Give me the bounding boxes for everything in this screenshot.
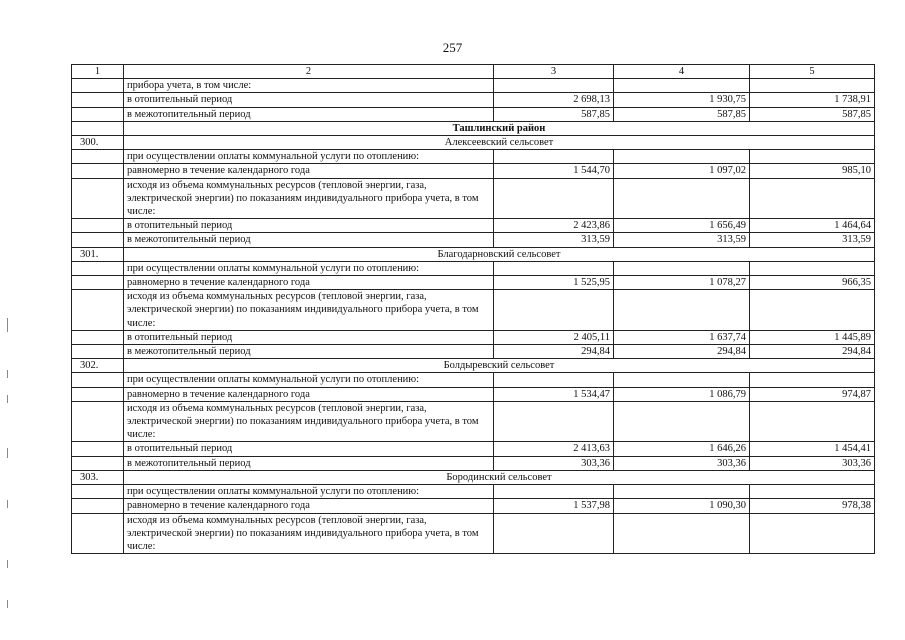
table-row	[72, 373, 875, 387]
value-cell: 303,36	[614, 456, 750, 470]
row-number-cell	[72, 93, 124, 107]
value-cell	[614, 401, 750, 442]
table-row	[72, 499, 875, 513]
district-heading: Ташлинский район	[124, 121, 875, 135]
description-cell: исходя из объема коммунальных ресурсов (тепловой энергии, газа, электрической энергии) по показаниям индивидуального прибора учета, в том числе:	[124, 178, 494, 219]
description-cell: равномерно в течение календарного года	[124, 276, 494, 290]
value-cell: 294,84	[614, 345, 750, 359]
column-header: 5	[750, 65, 875, 79]
table-row	[72, 233, 875, 247]
value-cell	[494, 485, 614, 499]
table-header-row	[72, 65, 875, 79]
value-cell: 985,10	[750, 164, 875, 178]
value-cell	[614, 79, 750, 93]
description-cell: равномерно в течение календарного года	[124, 499, 494, 513]
value-cell: 2 413,63	[494, 442, 614, 456]
row-number-cell	[72, 121, 124, 135]
row-number-cell	[72, 401, 124, 442]
row-number-cell	[72, 387, 124, 401]
table-row	[72, 442, 875, 456]
value-cell	[494, 261, 614, 275]
table-row	[72, 359, 875, 373]
table-row	[72, 485, 875, 499]
row-number-cell	[72, 373, 124, 387]
row-number-cell	[72, 442, 124, 456]
value-cell	[750, 485, 875, 499]
row-number-cell	[72, 345, 124, 359]
value-cell	[750, 178, 875, 219]
page-number: 257	[442, 40, 463, 55]
row-number-cell: 303.	[72, 470, 124, 484]
value-cell: 587,85	[750, 107, 875, 121]
value-cell: 1 464,64	[750, 219, 875, 233]
row-number-cell	[72, 499, 124, 513]
value-cell: 1 086,79	[614, 387, 750, 401]
row-number-cell	[72, 290, 124, 331]
description-cell: в отопительный период	[124, 442, 494, 456]
table-row	[72, 178, 875, 219]
row-number-cell	[72, 107, 124, 121]
value-cell: 1 525,95	[494, 276, 614, 290]
value-cell	[494, 178, 614, 219]
value-cell: 966,35	[750, 276, 875, 290]
value-cell	[494, 79, 614, 93]
description-cell: в отопительный период	[124, 330, 494, 344]
description-cell: прибора учета, в том числе:	[124, 79, 494, 93]
value-cell	[494, 401, 614, 442]
column-header: 2	[124, 65, 494, 79]
table-row	[72, 513, 875, 554]
table-row	[72, 107, 875, 121]
table-row	[72, 136, 875, 150]
value-cell: 1 637,74	[614, 330, 750, 344]
column-header: 4	[614, 65, 750, 79]
value-cell	[614, 290, 750, 331]
value-cell: 313,59	[494, 233, 614, 247]
description-cell: в межотопительный период	[124, 107, 494, 121]
table-row	[72, 261, 875, 275]
value-cell	[614, 150, 750, 164]
table-row	[72, 330, 875, 344]
value-cell: 1 445,89	[750, 330, 875, 344]
value-cell: 2 423,86	[494, 219, 614, 233]
value-cell: 1 078,27	[614, 276, 750, 290]
council-heading: Болдыревский сельсовет	[124, 359, 875, 373]
table-row	[72, 93, 875, 107]
table-row	[72, 470, 875, 484]
margin-mark	[7, 395, 8, 403]
tariff-table	[71, 64, 875, 554]
value-cell: 303,36	[750, 456, 875, 470]
value-cell: 303,36	[494, 456, 614, 470]
value-cell: 294,84	[750, 345, 875, 359]
description-cell: исходя из объема коммунальных ресурсов (тепловой энергии, газа, электрической энергии) по показаниям индивидуального прибора учета, в том числе:	[124, 290, 494, 331]
description-cell: в отопительный период	[124, 93, 494, 107]
table-row	[72, 456, 875, 470]
description-cell: в межотопительный период	[124, 456, 494, 470]
value-cell: 974,87	[750, 387, 875, 401]
value-cell	[750, 150, 875, 164]
table-row	[72, 401, 875, 442]
description-cell: при осуществлении оплаты коммунальной услуги по отоплению:	[124, 485, 494, 499]
row-number-cell	[72, 219, 124, 233]
value-cell: 2 405,11	[494, 330, 614, 344]
column-header: 3	[494, 65, 614, 79]
value-cell	[494, 150, 614, 164]
value-cell: 1 646,26	[614, 442, 750, 456]
row-number-cell	[72, 164, 124, 178]
row-number-cell: 300.	[72, 136, 124, 150]
value-cell: 2 698,13	[494, 93, 614, 107]
value-cell: 978,38	[750, 499, 875, 513]
row-number-cell	[72, 233, 124, 247]
value-cell	[750, 79, 875, 93]
value-cell: 1 097,02	[614, 164, 750, 178]
row-number-cell	[72, 276, 124, 290]
value-cell	[494, 513, 614, 554]
row-number-cell	[72, 150, 124, 164]
value-cell	[750, 513, 875, 554]
value-cell: 1 656,49	[614, 219, 750, 233]
value-cell	[614, 513, 750, 554]
value-cell: 1 090,30	[614, 499, 750, 513]
table-row	[72, 164, 875, 178]
value-cell: 1 738,91	[750, 93, 875, 107]
description-cell: в межотопительный период	[124, 345, 494, 359]
row-number-cell: 302.	[72, 359, 124, 373]
description-cell: при осуществлении оплаты коммунальной услуги по отоплению:	[124, 150, 494, 164]
council-heading: Благодарновский сельсовет	[124, 247, 875, 261]
value-cell	[494, 373, 614, 387]
value-cell	[494, 290, 614, 331]
row-number-cell	[72, 456, 124, 470]
margin-mark	[7, 370, 8, 378]
value-cell: 1 544,70	[494, 164, 614, 178]
column-header: 1	[72, 65, 124, 79]
value-cell: 1 534,47	[494, 387, 614, 401]
value-cell: 1 537,98	[494, 499, 614, 513]
table-row	[72, 121, 875, 135]
margin-mark	[7, 500, 8, 508]
description-cell: при осуществлении оплаты коммунальной услуги по отоплению:	[124, 261, 494, 275]
value-cell: 313,59	[750, 233, 875, 247]
council-heading: Бородинский сельсовет	[124, 470, 875, 484]
value-cell	[750, 261, 875, 275]
table-row	[72, 247, 875, 261]
value-cell	[750, 373, 875, 387]
description-cell: равномерно в течение календарного года	[124, 387, 494, 401]
value-cell: 313,59	[614, 233, 750, 247]
value-cell: 587,85	[494, 107, 614, 121]
margin-mark	[7, 448, 8, 458]
table-row	[72, 219, 875, 233]
description-cell: равномерно в течение календарного года	[124, 164, 494, 178]
row-number-cell	[72, 485, 124, 499]
table-row	[72, 150, 875, 164]
margin-mark	[7, 318, 8, 332]
council-heading: Алексеевский сельсовет	[124, 136, 875, 150]
value-cell	[614, 178, 750, 219]
value-cell	[750, 290, 875, 331]
description-cell: в межотопительный период	[124, 233, 494, 247]
description-cell: в отопительный период	[124, 219, 494, 233]
description-cell: исходя из объема коммунальных ресурсов (тепловой энергии, газа, электрической энергии) по показаниям индивидуального прибора учета, в том числе:	[124, 401, 494, 442]
row-number-cell	[72, 178, 124, 219]
margin-mark	[7, 560, 8, 568]
description-cell: исходя из объема коммунальных ресурсов (тепловой энергии, газа, электрической энергии) по показаниям индивидуального прибора учета, в том числе:	[124, 513, 494, 554]
row-number-cell	[72, 79, 124, 93]
description-cell: при осуществлении оплаты коммунальной услуги по отоплению:	[124, 373, 494, 387]
value-cell	[614, 485, 750, 499]
value-cell	[614, 261, 750, 275]
table-row	[72, 276, 875, 290]
table-row	[72, 290, 875, 331]
value-cell: 587,85	[614, 107, 750, 121]
table-row	[72, 387, 875, 401]
value-cell: 294,84	[494, 345, 614, 359]
value-cell: 1 930,75	[614, 93, 750, 107]
row-number-cell	[72, 261, 124, 275]
row-number-cell	[72, 330, 124, 344]
table-row	[72, 345, 875, 359]
margin-mark	[7, 600, 8, 608]
value-cell	[750, 401, 875, 442]
value-cell	[614, 373, 750, 387]
table-row	[72, 79, 875, 93]
row-number-cell: 301.	[72, 247, 124, 261]
value-cell: 1 454,41	[750, 442, 875, 456]
row-number-cell	[72, 513, 124, 554]
table-body	[72, 79, 875, 554]
